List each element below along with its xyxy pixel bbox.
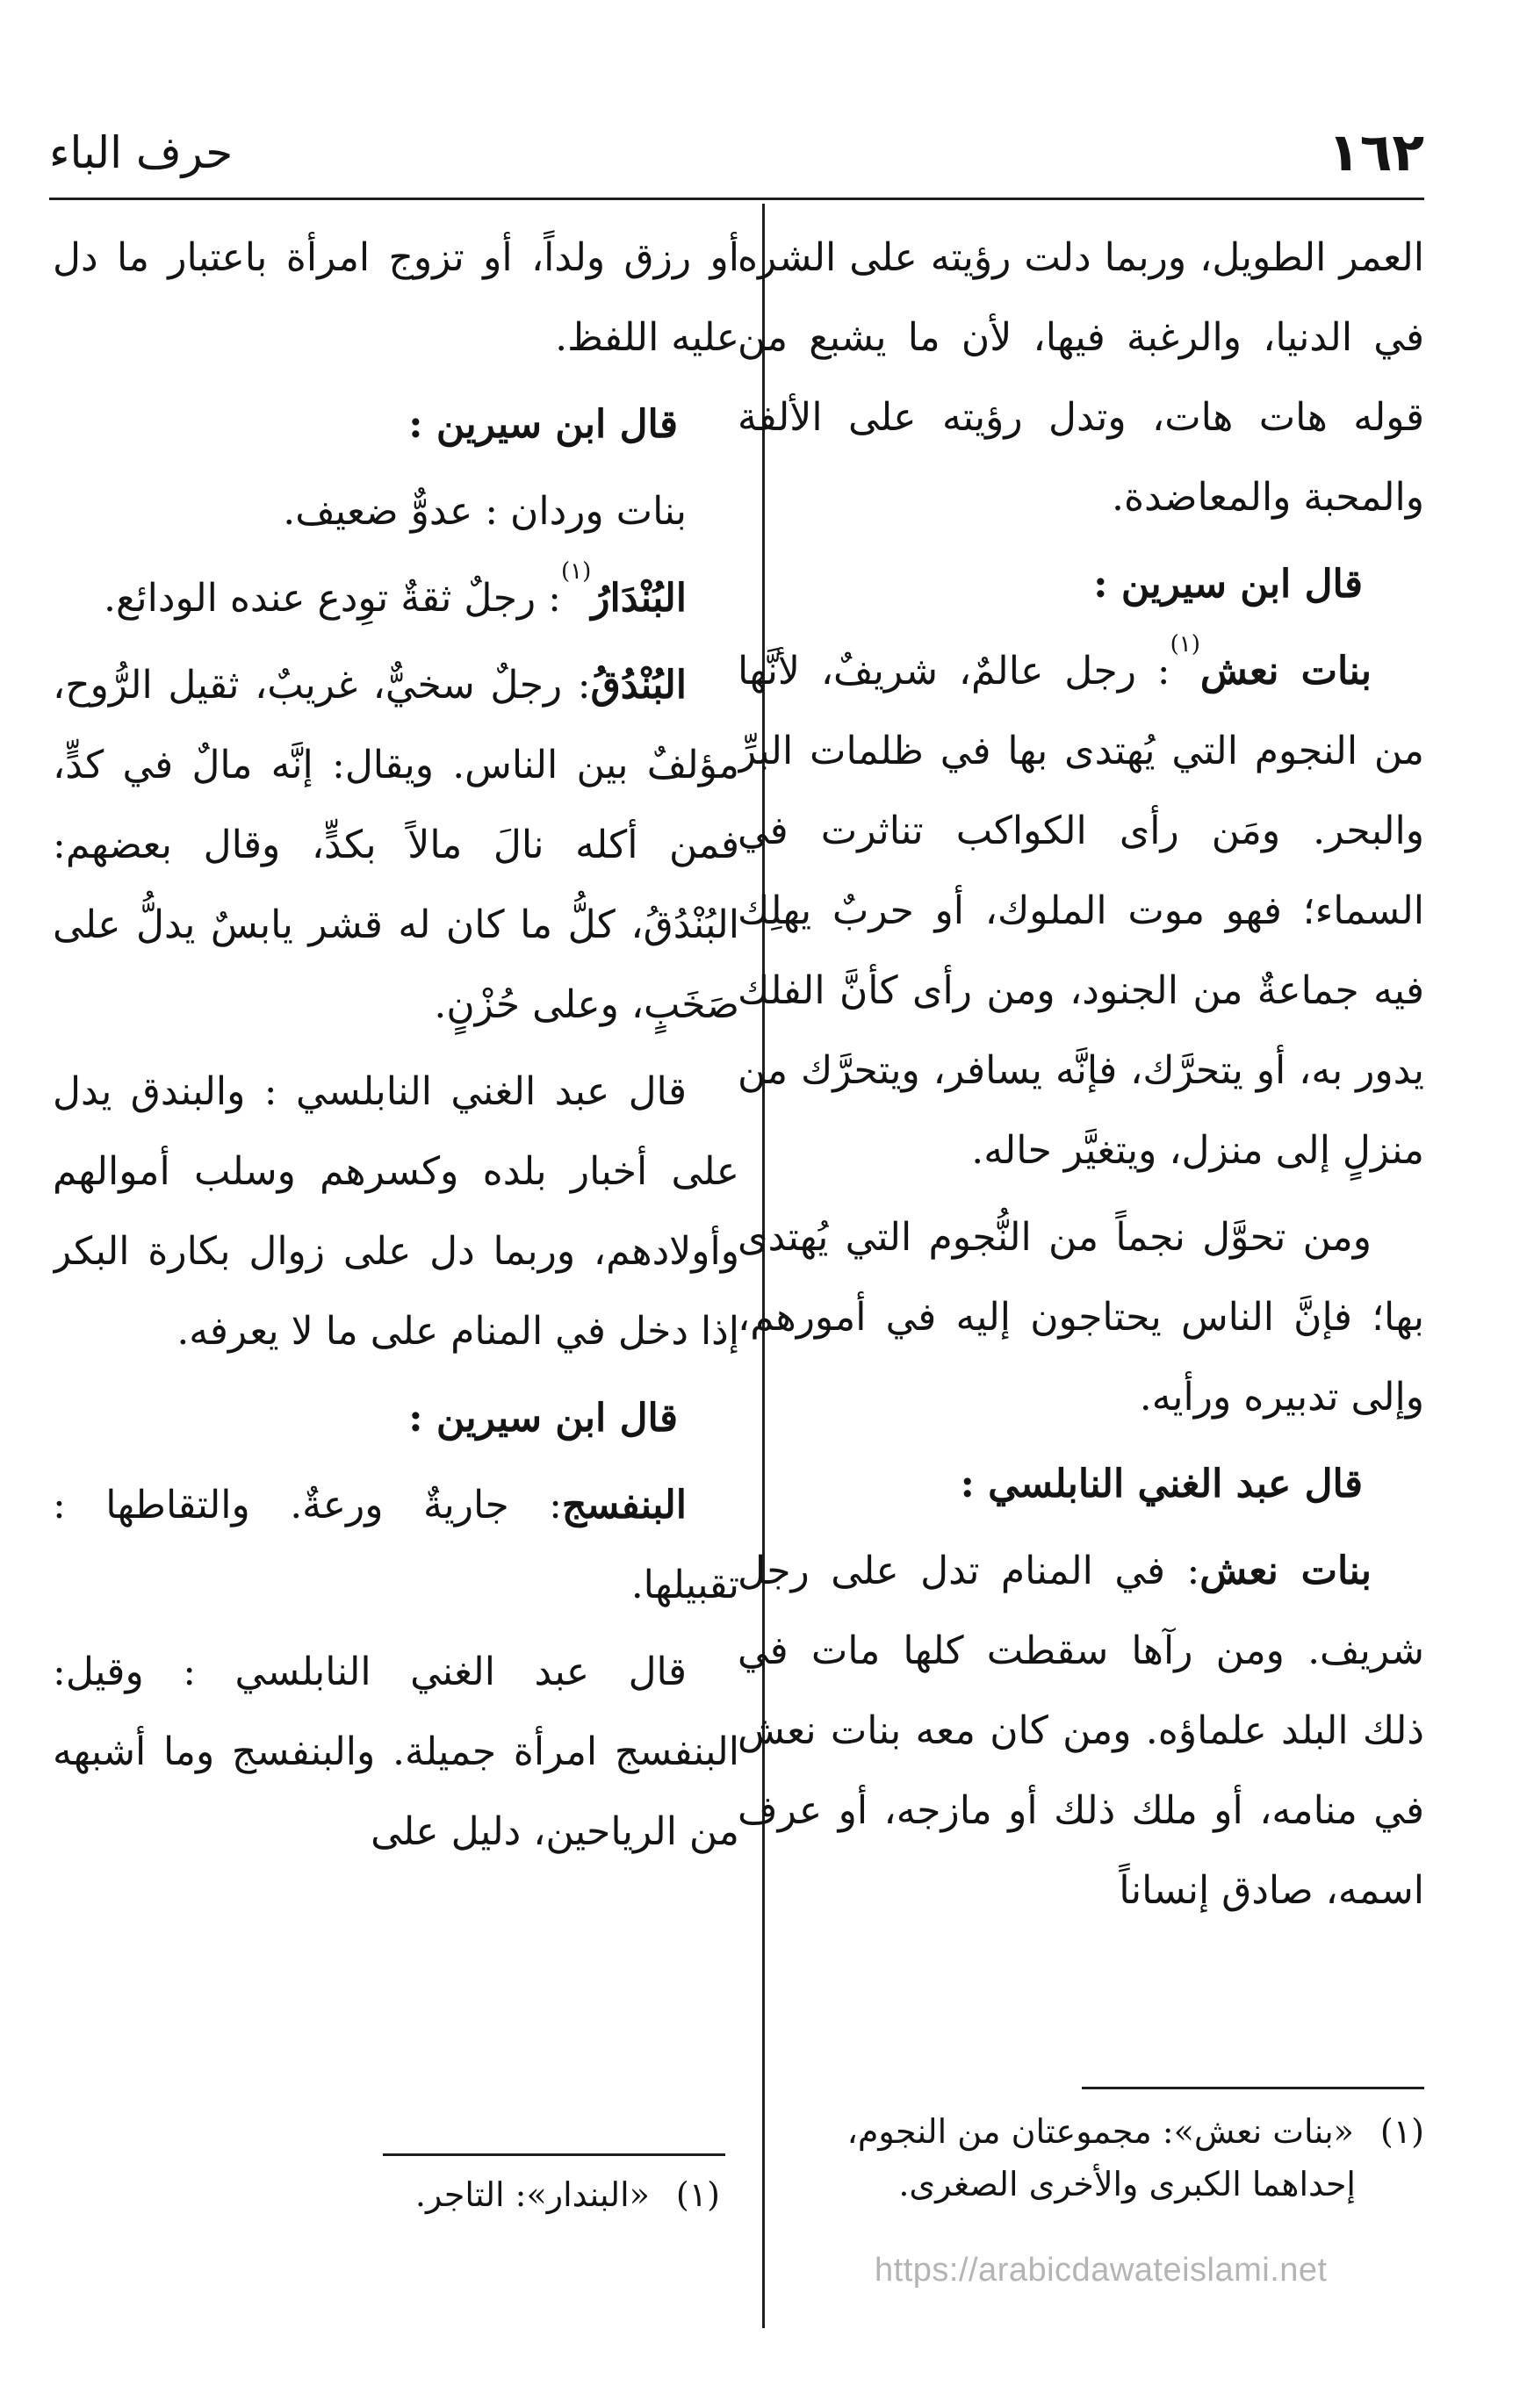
footnote-text-continued: إحداهما الكبرى والأخرى الصغرى. — [898, 2165, 1356, 2203]
page-header — [49, 121, 1424, 184]
entry-term: البُنْدُقُ — [590, 663, 687, 708]
entry-text: : رجل عالمٌ، شريفٌ، لأنَّها من النجوم التي يُهتدى بها في ظلمات البرِّ والبحر. ومَن رأى الكواكب تناثرت في السماء؛ فهو موت الملوك، أو حربٌ يهلِك فيه جماعةٌ من الجنود، ومن رأى كأنَّ الفلك يدور به، أو يتحرَّك، فإنَّه يسافر، ويتحرَّك من منزلٍ إلى منزل، ويتغيَّر حاله. — [738, 649, 1424, 1173]
entry-banat-naash — [738, 631, 1424, 1190]
footnote-text: «بنات نعش»: مجموعتان من النجوم، — [846, 2112, 1354, 2151]
paragraph: العمر الطويل، وربما دلت رؤيته على الشره في الدنيا، والرغبة فيها، لأن ما يشبع من قوله هات هات، وتدل رؤيته على الألفة والمحبة والمعاضدة. — [738, 235, 1424, 520]
footnote-marker: (١) — [675, 2175, 720, 2214]
page-number: ١٦٢ — [1328, 122, 1424, 183]
section-heading: قال ابن سيرين : — [408, 402, 678, 447]
section-heading: قال عبد الغني النابلسي : — [960, 1462, 1363, 1506]
chapter-title: حرف الباء — [49, 127, 234, 178]
paragraph: ومن تحوَّل نجماً من النُّجوم التي يُهتدى بها؛ فإنَّ الناس يحتاجون إليه في أمورهم، وإلى تدبيره ورأيه. — [738, 1215, 1424, 1420]
entry-banat-naash-nabulsi — [738, 1531, 1424, 1930]
paragraph: قال عبد الغني النابلسي : وقيل: البنفسج امرأة جميلة. والبنفسج وما أشبهه من الرياحين، دليل على — [53, 1650, 739, 1854]
footnote-ref[interactable]: (١) — [1170, 631, 1200, 658]
section-heading: قال ابن سيرين : — [1093, 562, 1363, 607]
paragraph: أو رزق ولداً، أو تزوج امرأة باعتبار ما دل عليه اللفظ. — [53, 235, 739, 360]
entry-text: : جاريةٌ ورعةٌ. والتقاطها : تقبيلها. — [53, 1483, 739, 1607]
entry-term: البُنْدَارُ — [591, 576, 687, 621]
footnote-text: «البندار»: التاجر. — [414, 2175, 650, 2214]
entry-text: : في المنام تدل على رجل شريف. ومن رآها سقطت كلها مات في ذلك البلد علماؤه. ومن كان معه بنات نعش في منامه، أو ملك ذلك أو مازجه، أو عرف اسمه، صادق إنساناً — [738, 1549, 1424, 1913]
footnote-right — [722, 2105, 1424, 2210]
entry-banafsaj — [53, 1465, 739, 1625]
left-column — [53, 218, 739, 2052]
footnote-left — [53, 2168, 720, 2221]
footnote-marker: (١) — [1379, 2112, 1424, 2151]
footnote-ref[interactable]: (١) — [560, 558, 592, 585]
footnote-rule — [383, 2153, 725, 2156]
section-heading: قال ابن سيرين : — [408, 1396, 678, 1441]
entry-bundar — [53, 558, 739, 638]
paragraph: قال عبد الغني النابلسي : والبندق يدل على أخبار بلده وكسرهم وسلب أموالهم وأولادهم، وربما دل على زوال بكارة البكر إذا دخل في المنام على ما لا يعرفه. — [53, 1069, 739, 1354]
header-rule — [49, 198, 1424, 200]
right-column — [738, 218, 1424, 2052]
entry-text: : رجلٌ سخيٌّ، غريبٌ، ثقيل الرُّوح، مؤلفٌ بين الناس. ويقال: إنَّه مالٌ في كدٍّ، فمن أكله نالَ مالاً بكدٍّ، وقال بعضهم: البُنْدُقُ، كلُّ ما كان له قشر يابسٌ يدلُّ على صَخَبٍ، وعلى حُزْنٍ. — [53, 663, 739, 1027]
entry-bunduq — [53, 645, 739, 1045]
entry-term: البنفسج — [561, 1483, 687, 1527]
watermark-url: https://arabicdawateislami.net — [875, 2252, 1328, 2289]
entry-term: بنات نعش — [1199, 649, 1372, 694]
footnote-rule — [1082, 2087, 1424, 2089]
entry-term: بنات نعش — [1199, 1549, 1372, 1593]
entry-text: : رجلٌ ثقةٌ توِدع عنده الودائع. — [104, 576, 561, 621]
paragraph: بنات وردان : عدوٌّ ضعيف. — [283, 489, 687, 534]
